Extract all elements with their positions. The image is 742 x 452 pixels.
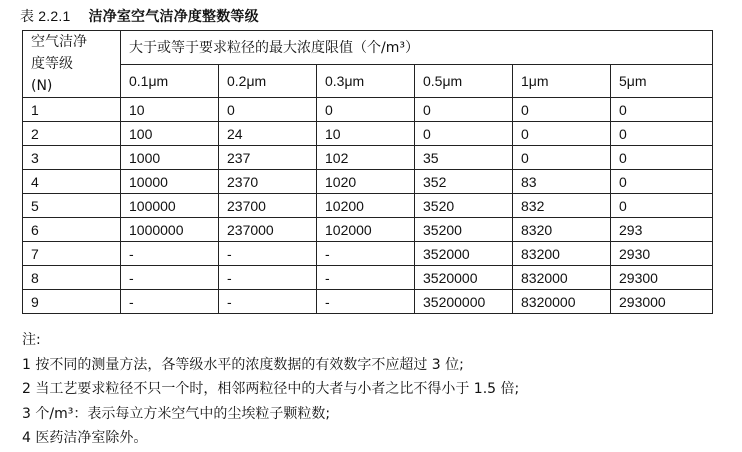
particle-size-header-row <box>23 64 713 98</box>
value-cell: 0 <box>611 122 713 146</box>
notes-label: 注: <box>22 332 41 348</box>
value-cell: 10 <box>317 122 415 146</box>
value-cell: - <box>121 266 219 290</box>
value-cell: 35200 <box>415 218 513 242</box>
value-cell: 0 <box>611 98 713 122</box>
table-row <box>23 146 713 170</box>
value-cell: 0 <box>513 122 611 146</box>
grade-cell: 3 <box>23 146 121 170</box>
table-row <box>23 266 713 290</box>
value-cell: 8320 <box>513 218 611 242</box>
value-cell: 2930 <box>611 242 713 266</box>
table-row <box>23 122 713 146</box>
concentration-group-header: 大于或等于要求粒径的最大浓度限值（个/m³） <box>121 31 713 65</box>
value-cell: 10200 <box>317 194 415 218</box>
table-row <box>23 194 713 218</box>
size-header: 0.3μm <box>317 64 415 98</box>
value-cell: 8320000 <box>513 290 611 314</box>
grade-cell: 9 <box>23 290 121 314</box>
value-cell: 10000 <box>121 170 219 194</box>
note-item: 3 个/m³：表示每立方米空气中的尘埃粒子颗粒数; <box>22 405 331 422</box>
table-row <box>23 98 713 122</box>
value-cell: - <box>317 266 415 290</box>
size-header: 0.2μm <box>219 64 317 98</box>
value-cell: 0 <box>415 122 513 146</box>
value-cell: 100 <box>121 122 219 146</box>
table-row <box>23 242 713 266</box>
table-row <box>23 290 713 314</box>
grade-cell: 2 <box>23 122 121 146</box>
value-cell: 102000 <box>317 218 415 242</box>
grade-cell: 8 <box>23 266 121 290</box>
value-cell: 0 <box>415 98 513 122</box>
value-cell: 352 <box>415 170 513 194</box>
table-title: 洁净室空气洁净度整数等级 <box>88 9 259 25</box>
value-cell: 0 <box>317 98 415 122</box>
size-header: 0.1μm <box>121 64 219 98</box>
size-header: 0.5μm <box>415 64 513 98</box>
table-row <box>23 218 713 242</box>
table-row <box>23 170 713 194</box>
grade-column-header: 空气洁净 度等级 (N) <box>23 31 121 98</box>
value-cell: 23700 <box>219 194 317 218</box>
value-cell: 0 <box>513 146 611 170</box>
value-cell: - <box>219 290 317 314</box>
table-caption <box>20 6 259 26</box>
value-cell: 1020 <box>317 170 415 194</box>
value-cell: 293000 <box>611 290 713 314</box>
size-header: 1μm <box>513 64 611 98</box>
size-header: 5μm <box>611 64 713 98</box>
value-cell: 102 <box>317 146 415 170</box>
value-cell: - <box>121 290 219 314</box>
value-cell: 10 <box>121 98 219 122</box>
value-cell: 35200000 <box>415 290 513 314</box>
value-cell: 352000 <box>415 242 513 266</box>
note-item: 4 医药洁净室除外。 <box>22 430 148 446</box>
value-cell: 1000000 <box>121 218 219 242</box>
value-cell: 0 <box>611 146 713 170</box>
value-cell: - <box>219 242 317 266</box>
grade-cell: 1 <box>23 98 121 122</box>
grade-cell: 7 <box>23 242 121 266</box>
value-cell: 29300 <box>611 266 713 290</box>
value-cell: 2370 <box>219 170 317 194</box>
value-cell: 832 <box>513 194 611 218</box>
table-notes <box>22 328 519 451</box>
note-item: 2 当工艺要求粒径不只一个时，相邻两粒径中的大者与小者之比不得小于 1.5 倍; <box>22 381 520 397</box>
value-cell: 293 <box>611 218 713 242</box>
cleanliness-grade-table <box>22 30 713 314</box>
value-cell: 237 <box>219 146 317 170</box>
value-cell: 35 <box>415 146 513 170</box>
value-cell: 237000 <box>219 218 317 242</box>
value-cell: 24 <box>219 122 317 146</box>
value-cell: 0 <box>611 194 713 218</box>
value-cell: - <box>317 242 415 266</box>
value-cell: 100000 <box>121 194 219 218</box>
value-cell: - <box>121 242 219 266</box>
value-cell: 1000 <box>121 146 219 170</box>
value-cell: 3520 <box>415 194 513 218</box>
value-cell: 83 <box>513 170 611 194</box>
value-cell: 3520000 <box>415 266 513 290</box>
table-number: 表 2.2.1 <box>20 8 71 24</box>
value-cell: - <box>219 266 317 290</box>
value-cell: 0 <box>611 170 713 194</box>
grade-cell: 4 <box>23 170 121 194</box>
value-cell: 0 <box>513 98 611 122</box>
value-cell: - <box>317 290 415 314</box>
value-cell: 0 <box>219 98 317 122</box>
grade-cell: 6 <box>23 218 121 242</box>
value-cell: 832000 <box>513 266 611 290</box>
grade-cell: 5 <box>23 194 121 218</box>
note-item: 1 按不同的测量方法，各等级水平的浓度数据的有效数字不应超过 3 位; <box>22 356 464 373</box>
value-cell: 83200 <box>513 242 611 266</box>
